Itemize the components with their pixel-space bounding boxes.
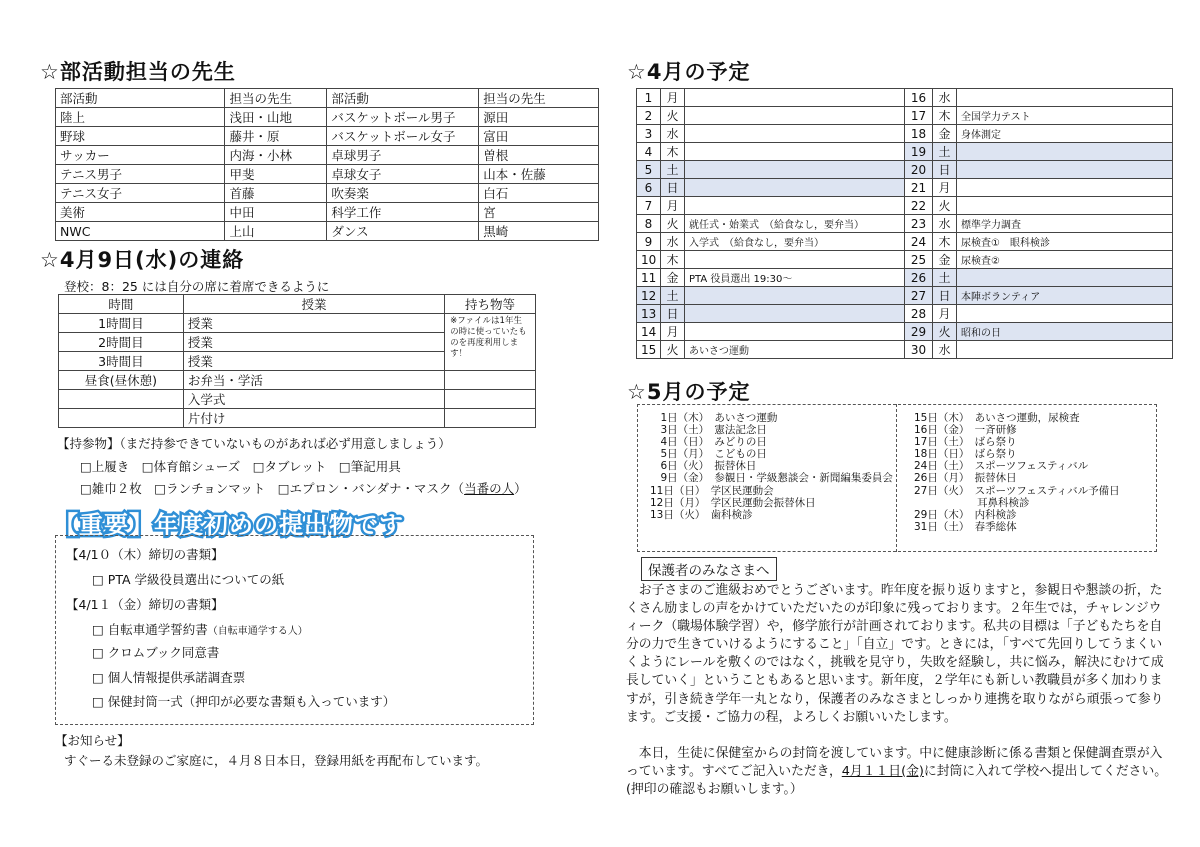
may-event: 3日（土） 憲法記念日	[650, 424, 767, 437]
day-cell: 23	[905, 215, 933, 233]
may-right-list	[914, 412, 1120, 533]
weekday-cell: 木	[661, 251, 685, 269]
table-cell: バスケットボール男子	[327, 108, 479, 127]
period-cell	[59, 409, 184, 428]
may-event: 15日（木） あいさつ運動，尿検査	[914, 412, 1080, 424]
table-row	[59, 314, 536, 333]
day-cell: 22	[905, 197, 933, 215]
day-cell: 17	[905, 107, 933, 125]
table-cell: 科学工作	[327, 203, 479, 222]
may-event: 27日（火） スポーツフェスティバル予備日	[914, 484, 1120, 497]
table-cell: 黒崎	[479, 222, 599, 241]
table-cell: ダンス	[327, 222, 479, 241]
weekday-cell: 月	[933, 305, 957, 323]
may-event: 9日（金） 参観日・学級懇談会・新聞編集委員会	[650, 472, 893, 485]
table-row	[56, 127, 599, 146]
calendar-row	[637, 269, 1173, 287]
table-cell: 内海・小林	[225, 146, 327, 165]
day-cell: 7	[637, 197, 661, 215]
calendar-row	[637, 341, 1173, 359]
deadline-heading: 【4/1０（木）締切の書類】	[66, 547, 224, 562]
table-row	[56, 165, 599, 184]
event-cell: 就任式・始業式 （給食なし，要弁当）	[685, 215, 905, 233]
calendar-row	[637, 251, 1173, 269]
day-cell: 25	[905, 251, 933, 269]
day-cell: 4	[637, 143, 661, 161]
april-calendar	[636, 88, 1173, 359]
table-cell: 卓球女子	[327, 165, 479, 184]
period-cell: 3時間目	[59, 352, 184, 371]
weekday-cell: 水	[661, 125, 685, 143]
event-cell	[957, 341, 1173, 359]
table-cell: NWC	[56, 222, 225, 241]
event-cell	[685, 251, 905, 269]
may-event: 6日（火） 振替休日	[650, 460, 757, 473]
event-cell	[685, 197, 905, 215]
april-title: ☆4月の予定	[627, 60, 751, 84]
weekday-cell: 土	[661, 287, 685, 305]
header-cell: 部活動	[56, 89, 225, 108]
header-cell: 時間	[59, 295, 184, 314]
calendar-row	[637, 287, 1173, 305]
weekday-cell: 土	[933, 143, 957, 161]
class-cell: 授業	[183, 314, 444, 333]
table-cell: 宮	[479, 203, 599, 222]
event-cell	[957, 89, 1173, 107]
document-item: □ PTA 学級役員選出についての紙	[92, 572, 285, 587]
event-cell	[685, 179, 905, 197]
event-cell: 標準学力調査	[957, 215, 1173, 233]
weekday-cell: 月	[933, 179, 957, 197]
event-cell: 昭和の日	[957, 323, 1173, 341]
weekday-cell: 金	[933, 251, 957, 269]
event-cell: 全国学力テスト	[957, 107, 1173, 125]
table-row	[56, 146, 599, 165]
period-cell: 1時間目	[59, 314, 184, 333]
day-cell: 15	[637, 341, 661, 359]
day-cell: 11	[637, 269, 661, 287]
weekday-cell: 日	[661, 305, 685, 323]
event-cell	[957, 197, 1173, 215]
may-event: 4日（日） みどりの日	[650, 436, 767, 449]
bring-line-1: □上履き □体育館シューズ □タブレット □筆記用具	[80, 459, 401, 474]
table-cell: テニス男子	[56, 165, 225, 184]
table-cell: バスケットボール女子	[327, 127, 479, 146]
apr9-title: ☆4月9日(水)の連絡	[40, 248, 245, 272]
notice-text: すぐーる未登録のご家庭に，４月８日本日，登録用紙を再配布しています。	[64, 753, 489, 768]
class-cell: 授業	[183, 333, 444, 352]
bring-line-2-prefix: □雑巾２枚 □ランチョンマット □エプロン・バンダナ・マスク（	[80, 481, 465, 496]
day-cell: 18	[905, 125, 933, 143]
header-cell: 持ち物等	[445, 295, 536, 314]
event-cell: あいさつ運動	[685, 341, 905, 359]
may-event: 11日（日） 学区民運動会	[650, 484, 774, 497]
may-event: 24日（土） スポーツフェスティバル	[914, 460, 1089, 473]
weekday-cell: 火	[661, 215, 685, 233]
class-cell: 片付け	[183, 409, 444, 428]
table-cell: 野球	[56, 127, 225, 146]
period-cell	[59, 390, 184, 409]
notice-heading: 【お知らせ】	[55, 733, 130, 748]
day-cell: 9	[637, 233, 661, 251]
table-cell: 上山	[225, 222, 327, 241]
may-event: 5日（月） こどもの日	[650, 448, 767, 461]
calendar-row	[637, 215, 1173, 233]
event-cell	[957, 143, 1173, 161]
day-cell: 2	[637, 107, 661, 125]
may-event: 29日（木） 内科検診	[914, 508, 1017, 521]
weekday-cell: 木	[661, 143, 685, 161]
items-cell	[445, 390, 536, 409]
header-cell: 部活動	[327, 89, 479, 108]
weekday-cell: 火	[661, 107, 685, 125]
day-cell: 16	[905, 89, 933, 107]
table-cell: サッカー	[56, 146, 225, 165]
period-cell: 2時間目	[59, 333, 184, 352]
event-cell	[957, 179, 1173, 197]
table-cell: テニス女子	[56, 184, 225, 203]
table-cell: 源田	[479, 108, 599, 127]
clubs-title: ☆部活動担当の先生	[40, 60, 236, 84]
event-cell	[685, 125, 905, 143]
weekday-cell: 月	[661, 323, 685, 341]
table-cell: 甲斐	[225, 165, 327, 184]
day-cell: 24	[905, 233, 933, 251]
weekday-cell: 日	[933, 287, 957, 305]
table-row	[56, 108, 599, 127]
may-event: 31日（土） 春季総体	[914, 520, 1017, 533]
schedule-header-row	[59, 295, 536, 314]
event-cell	[685, 323, 905, 341]
table-row	[56, 203, 599, 222]
deadline-heading: 【4/1１（金）締切の書類】	[66, 597, 224, 612]
table-cell: 陸上	[56, 108, 225, 127]
day-cell: 28	[905, 305, 933, 323]
day-cell: 1	[637, 89, 661, 107]
calendar-row	[637, 323, 1173, 341]
may-divider	[896, 404, 897, 552]
table-cell: 富田	[479, 127, 599, 146]
table-row	[56, 222, 599, 241]
day-cell: 10	[637, 251, 661, 269]
day-cell: 29	[905, 323, 933, 341]
items-cell	[445, 371, 536, 390]
weekday-cell: 水	[933, 215, 957, 233]
weekday-cell: 金	[661, 269, 685, 287]
table-cell: 卓球男子	[327, 146, 479, 165]
may-event: 耳鼻科検診	[914, 496, 1030, 509]
apr9-schedule-table	[58, 294, 536, 428]
class-cell: お弁当・学活	[183, 371, 444, 390]
table-cell: 美術	[56, 203, 225, 222]
table-row	[56, 184, 599, 203]
weekday-cell: 土	[661, 161, 685, 179]
calendar-row	[637, 89, 1173, 107]
event-cell	[685, 161, 905, 179]
event-cell	[685, 143, 905, 161]
weekday-cell: 水	[661, 233, 685, 251]
may-left-list	[650, 412, 893, 521]
weekday-cell: 火	[933, 197, 957, 215]
day-cell: 27	[905, 287, 933, 305]
calendar-row	[637, 107, 1173, 125]
calendar-row	[637, 125, 1173, 143]
weekday-cell: 金	[933, 125, 957, 143]
table-cell: 中田	[225, 203, 327, 222]
may-event: 16日（金） 一斉研修	[914, 424, 1017, 437]
table-cell: 曽根	[479, 146, 599, 165]
calendar-row	[637, 197, 1173, 215]
may-event: 17日（土） ばら祭り	[914, 436, 1017, 449]
event-cell	[957, 161, 1173, 179]
header-cell: 授業	[183, 295, 444, 314]
event-cell	[685, 287, 905, 305]
event-cell	[957, 269, 1173, 287]
calendar-row	[637, 179, 1173, 197]
table-cell: 首藤	[225, 184, 327, 203]
header-cell: 担当の先生	[225, 89, 327, 108]
table-row	[59, 371, 536, 390]
bring-line-2-suffix: ）	[514, 481, 527, 496]
weekday-cell: 日	[661, 179, 685, 197]
day-cell: 5	[637, 161, 661, 179]
weekday-cell: 木	[933, 233, 957, 251]
document-item: □ 個人情報提供承諾調査票	[92, 670, 246, 685]
calendar-row	[637, 305, 1173, 323]
day-cell: 21	[905, 179, 933, 197]
weekday-cell: 月	[661, 89, 685, 107]
calendar-row	[637, 233, 1173, 251]
event-cell	[685, 89, 905, 107]
parents-paragraph-1: お子さまのご進級おめでとうございます。昨年度を振り返りますと，参観日や懇談の折，たくさん励ましの声をかけていただいたのが印象に残っております。２年生では，チャレンジウィーク（職場体験学習）や，修学旅行が計画されております。私共の目標は「子どもたちを自分の力で生きていけるようにすること」「自立」です。ときには，「すべて先回りしてうまくいくようにレールを敷くのではなく，挑戦を見守り，失敗を経験し，共に悩み，解決にむけて成長していく」ということもあると思います。新年度，２学年にも新しい教職員が多く加わりますが，引き続き学年一丸となり，保護者のみなさまとしっかり連携を取りながら頑張って参ります。ご支援・ご協力の程，よろしくお願いいたします。	[626, 583, 1164, 725]
table-cell: 白石	[479, 184, 599, 203]
parents-paragraph-2	[626, 745, 1172, 799]
class-cell: 入学式	[183, 390, 444, 409]
day-cell: 14	[637, 323, 661, 341]
table-row	[59, 390, 536, 409]
event-cell	[957, 305, 1173, 323]
calendar-row	[637, 143, 1173, 161]
document-item: □ 保健封筒一式（押印が必要な書類も入っています）	[92, 694, 396, 709]
items-note: ※ファイルは1年生の時に使っていたものを再度利用します！	[445, 314, 536, 371]
clubs-header-row	[56, 89, 599, 108]
event-cell: 本陣ボランティア	[957, 287, 1173, 305]
may-event: 1日（木） あいさつ運動	[650, 412, 778, 424]
day-cell: 13	[637, 305, 661, 323]
day-cell: 19	[905, 143, 933, 161]
weekday-cell: 日	[933, 161, 957, 179]
weekday-cell: 月	[661, 197, 685, 215]
duty-note: 当番の人	[464, 481, 515, 496]
may-event: 12日（月） 学区民運動会振替休日	[650, 496, 816, 509]
may-event: 18日（日） ばら祭り	[914, 448, 1017, 461]
bring-line-2	[80, 479, 527, 497]
important-title: 【重要】年度初めの提出物です	[54, 511, 404, 539]
day-cell: 6	[637, 179, 661, 197]
clubs-table	[55, 88, 599, 241]
event-cell: 身体測定	[957, 125, 1173, 143]
day-cell: 30	[905, 341, 933, 359]
weekday-cell: 火	[661, 341, 685, 359]
day-cell: 12	[637, 287, 661, 305]
may-event: 13日（火） 歯科検診	[650, 508, 753, 521]
document-item-label: □ 自転車通学誓約書	[92, 622, 208, 637]
event-cell: PTA 役員選出 19:30～	[685, 269, 905, 287]
event-cell: 尿検査②	[957, 251, 1173, 269]
event-cell: 入学式 （給食なし，要弁当）	[685, 233, 905, 251]
document-item	[92, 620, 308, 638]
parents-p2-start: 本日，生徒に保健室からの封筒を渡しています。中に健康診断に係る書類と保健調査票が入っています。すべてご記入いただき，	[626, 746, 1163, 780]
weekday-cell: 水	[933, 89, 957, 107]
weekday-cell: 水	[933, 341, 957, 359]
arrival-note: 登校：8：25 には自分の席に着席できるように	[64, 279, 330, 294]
weekday-cell: 火	[933, 323, 957, 341]
day-cell: 8	[637, 215, 661, 233]
event-cell: 尿検査① 眼科検診	[957, 233, 1173, 251]
header-cell: 担当の先生	[479, 89, 599, 108]
class-cell: 授業	[183, 352, 444, 371]
may-event: 26日（月） 振替休日	[914, 472, 1017, 485]
weekday-cell: 土	[933, 269, 957, 287]
day-cell: 20	[905, 161, 933, 179]
day-cell: 3	[637, 125, 661, 143]
period-cell: 昼食(昼休憩)	[59, 371, 184, 390]
table-cell: 山本・佐藤	[479, 165, 599, 184]
document-item: □ クロムブック同意書	[92, 645, 220, 660]
table-cell: 吹奏楽	[327, 184, 479, 203]
event-cell	[685, 107, 905, 125]
table-cell: 藤井・原	[225, 127, 327, 146]
weekday-cell: 木	[933, 107, 957, 125]
event-cell	[685, 305, 905, 323]
submission-date: 4月１１日(金)	[841, 764, 924, 780]
table-cell: 浅田・山地	[225, 108, 327, 127]
parents-title: 保護者のみなさまへ	[641, 557, 777, 581]
parents-p2-end: に封筒に入れて学校へ提出してください。(押印の確認もお願いします。）	[626, 764, 1168, 798]
may-title: ☆5月の予定	[627, 380, 751, 404]
day-cell: 26	[905, 269, 933, 287]
document-item-note: （自転車通学する人）	[207, 626, 308, 637]
items-cell	[445, 409, 536, 428]
calendar-row	[637, 161, 1173, 179]
table-row	[59, 409, 536, 428]
bring-heading: 【持参物】（まだ持参できていないものがあれば必ず用意しましょう）	[57, 436, 451, 451]
